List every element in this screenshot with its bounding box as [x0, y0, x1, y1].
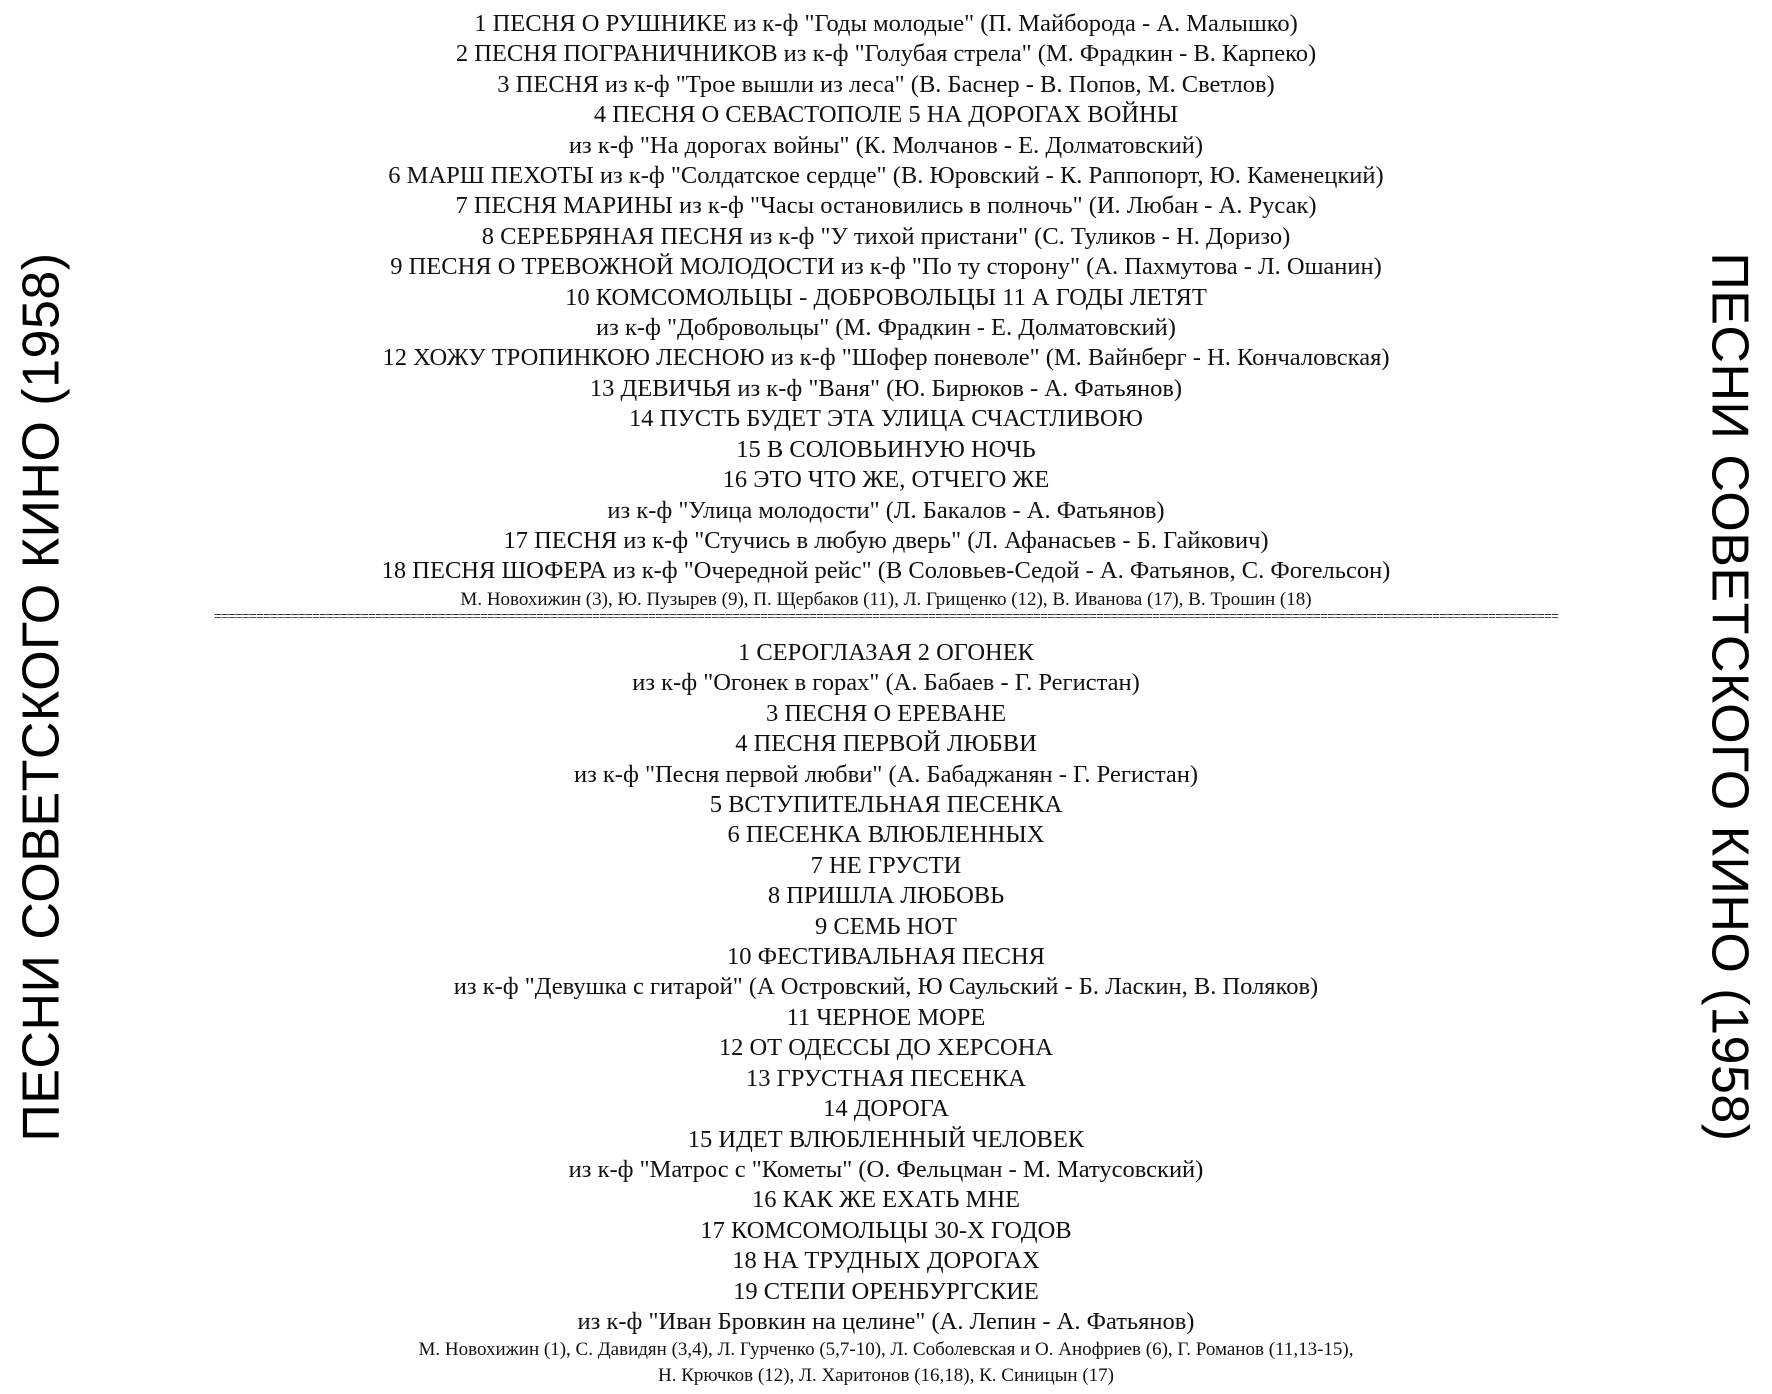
- film-credit-line: из к-ф "Песня первой любви" (А. Бабаджанян - Г. Регистан): [573, 760, 1199, 788]
- track-line: 9 ПЕСНЯ О ТРЕВОЖНОЙ МОЛОДОСТИ из к-ф "По ту сторону" (А. Пахмутова - Л. Ошанин): [390, 253, 1382, 281]
- film-credit-line: из к-ф "Огонек в горах" (А. Бабаев - Г. Регистан): [632, 669, 1140, 697]
- track-line: 17 КОМСОМОЛЬЦЫ 30-Х ГОДОВ: [700, 1216, 1072, 1244]
- track-line: 14 ДОРОГА: [823, 1095, 949, 1123]
- spine-title-left-text: ПЕСНИ СОВЕТСКОГО КИНО (1958): [13, 252, 71, 1142]
- track-line: 14 ПУСТЬ БУДЕТ ЭТА УЛИЦА СЧАСТЛИВОЮ: [629, 405, 1143, 433]
- film-credit-line: из к-ф "Иван Бровкин на целине" (А. Лепин - А. Фатьянов): [577, 1307, 1195, 1335]
- spine-title-right: [1690, 0, 1770, 1394]
- track-line: 8 СЕРЕБРЯНАЯ ПЕСНЯ из к-ф "У тихой пристани" (С. Туликов - Н. Доризо): [481, 222, 1291, 250]
- track-line: 17 ПЕСНЯ из к-ф "Стучись в любую дверь" (Л. Афанасьев - Б. Гайкович): [503, 526, 1269, 554]
- track-line: 10 ФЕСТИВАЛЬНАЯ ПЕСНЯ: [726, 943, 1045, 971]
- track-line: 6 МАРШ ПЕХОТЫ из к-ф "Солдатское сердце" (В. Юровский - К. Раппопорт, Ю. Каменецкий): [388, 162, 1384, 190]
- track-line: 5 ВСТУПИТЕЛЬНАЯ ПЕСЕНКА: [709, 791, 1063, 819]
- track-line: 6 ПЕСЕНКА ВЛЮБЛЕННЫХ: [727, 821, 1045, 849]
- track-line: 3 ПЕСНЯ из к-ф "Трое вышли из леса" (В. Баснер - В. Попов, М. Светлов): [497, 70, 1275, 98]
- track-line: 7 НЕ ГРУСТИ: [810, 851, 962, 879]
- film-credit-line: из к-ф "Добровольцы" (М. Фрадкин - Е. Долматовский): [596, 314, 1176, 342]
- side-b-tracklist: [86, 638, 1686, 1389]
- track-line: 4 ПЕСНЯ ПЕРВОЙ ЛЮБВИ: [735, 730, 1037, 758]
- film-credit-line: из к-ф "На дорогах войны" (К. Молчанов - Е. Долматовский): [568, 131, 1204, 159]
- film-credit-line: из к-ф "Улица молодости" (Л. Бакалов - А. Фатьянов): [607, 496, 1165, 524]
- track-line: 7 ПЕСНЯ МАРИНЫ из к-ф "Часы остановились в полночь" (И. Любан - А. Русак): [455, 192, 1317, 220]
- performers-credit: М. Новохижин (1), С. Давидян (3,4), Л. Гурченко (5,7-10), Л. Соболевская и О. Анофриев (6), Г. Романов (11,13-15),: [418, 1339, 1354, 1361]
- track-line: 13 ДЕВИЧЬЯ из к-ф "Ваня" (Ю. Бирюков - А. Фатьянов): [589, 374, 1183, 402]
- track-line: 18 ПЕСНЯ ШОФЕРА из к-ф "Очередной рейс" (В Соловьев-Седой - А. Фатьянов, С. Фогельсон): [381, 557, 1391, 585]
- track-line: 1 СЕРОГЛАЗАЯ 2 ОГОНЕК: [737, 639, 1035, 666]
- track-line: 11 ЧЕРНОЕ МОРЕ: [786, 1003, 986, 1031]
- track-line: 19 СТЕПИ ОРЕНБУРГСКИЕ: [733, 1277, 1039, 1305]
- track-line: 12 ОТ ОДЕССЫ ДО ХЕРСОНА: [718, 1034, 1054, 1062]
- performers-credit: М. Новохижин (3), Ю. Пузырев (9), П. Щербаков (11), Л. Грищенко (12), В. Иванова (17), В. Трошин (18): [460, 588, 1312, 610]
- track-line: 8 ПРИШЛА ЛЮБОВЬ: [767, 882, 1005, 910]
- track-line: 13 ГРУСТНАЯ ПЕСЕНКА: [745, 1064, 1026, 1092]
- track-line: 2 ПЕСНЯ ПОГРАНИЧНИКОВ из к-ф "Голубая стрела" (М. Фрадкин - В. Карпеко): [455, 40, 1317, 68]
- track-line: 15 В СОЛОВЬИНУЮ НОЧЬ: [736, 435, 1036, 463]
- performers-credit: Н. Крючков (12), Л. Харитонов (16,18), К. Синицын (17): [658, 1365, 1114, 1387]
- track-line: 3 ПЕСНЯ О ЕРЕВАНЕ: [765, 699, 1007, 727]
- track-line: 16 КАК ЖЕ ЕХАТЬ МНЕ: [752, 1186, 1020, 1214]
- track-line: 9 СЕМЬ НОТ: [814, 912, 957, 940]
- spine-title-right-text: ПЕСНИ СОВЕТСКОГО КИНО (1958): [1701, 252, 1759, 1142]
- section-divider: ================================================================================================================================================================================================: [213, 613, 1559, 621]
- track-line: 12 ХОЖУ ТРОПИНКОЮ ЛЕСНОЮ из к-ф "Шофер поневоле" (М. Вайнберг - Н. Кончаловская): [382, 344, 1390, 372]
- film-credit-line: из к-ф "Матрос с "Кометы" (О. Фельцман - М. Матусовский): [568, 1155, 1204, 1183]
- track-line: 4 ПЕСНЯ О СЕВАСТОПОЛЕ 5 НА ДОРОГАХ ВОЙНЫ: [593, 101, 1179, 129]
- spine-title-left: [2, 0, 82, 1394]
- track-line: 18 НА ТРУДНЫХ ДОРОГАХ: [732, 1247, 1040, 1275]
- film-credit-line: из к-ф "Девушка с гитарой" (А Островский, Ю Саульский - Б. Ласкин, В. Поляков): [453, 973, 1319, 1001]
- track-line: 1 ПЕСНЯ О РУШНИКЕ из к-ф "Годы молодые" (П. Майборода - А. Малышко): [474, 10, 1298, 37]
- track-line: 10 КОМСОМОЛЬЦЫ - ДОБРОВОЛЬЦЫ 11 А ГОДЫ ЛЕТЯТ: [565, 283, 1207, 311]
- track-line: 16 ЭТО ЧТО ЖЕ, ОТЧЕГО ЖЕ: [722, 466, 1050, 494]
- side-a-tracklist: [86, 9, 1686, 613]
- track-line: 15 ИДЕТ ВЛЮБЛЕННЫЙ ЧЕЛОВЕК: [687, 1125, 1085, 1153]
